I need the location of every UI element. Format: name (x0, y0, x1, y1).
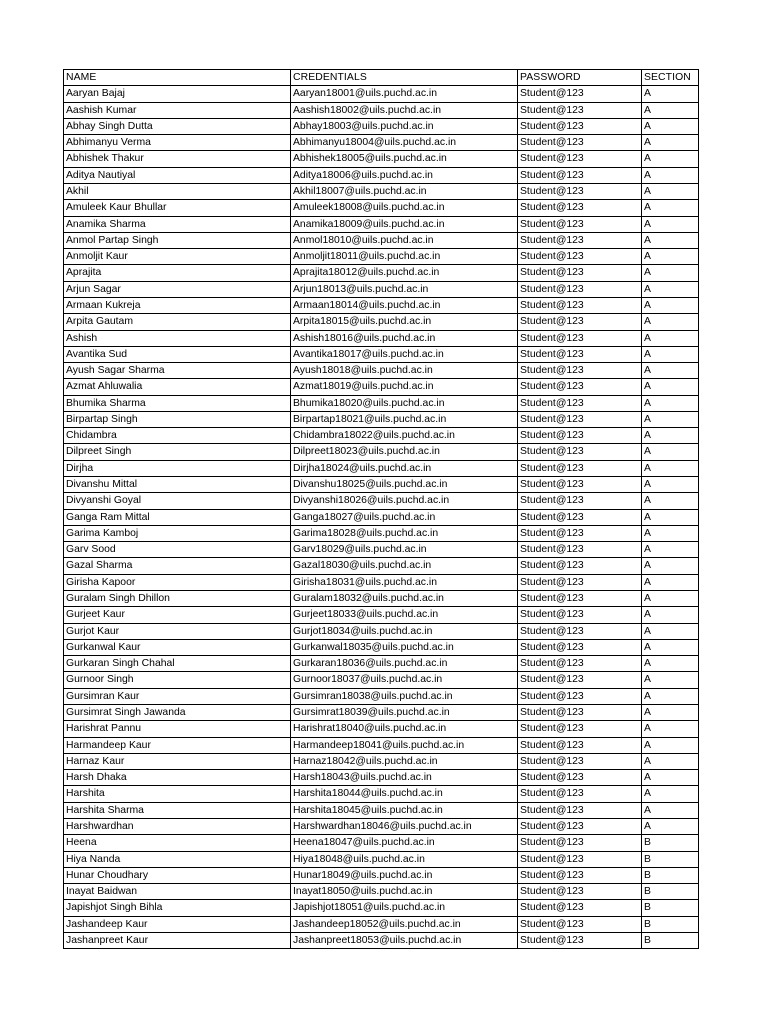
section-cell: A (642, 151, 699, 167)
table-row (64, 411, 699, 427)
section-cell: A (642, 493, 699, 509)
section-cell: A (642, 86, 699, 102)
credentials-cell: Gursimrat18039@uils.puchd.ac.in (291, 704, 518, 720)
table-row (64, 623, 699, 639)
section-cell: A (642, 118, 699, 134)
password-cell: Student@123 (518, 639, 642, 655)
section-cell: A (642, 379, 699, 395)
password-cell: Student@123 (518, 216, 642, 232)
section-cell: B (642, 916, 699, 932)
credentials-cell: Jashandeep18052@uils.puchd.ac.in (291, 916, 518, 932)
name-cell: Harshita (64, 786, 291, 802)
password-cell: Student@123 (518, 623, 642, 639)
table-row (64, 525, 699, 541)
table-row (64, 574, 699, 590)
table-row (64, 704, 699, 720)
table-row (64, 460, 699, 476)
section-cell: A (642, 411, 699, 427)
section-cell: A (642, 623, 699, 639)
table-row (64, 118, 699, 134)
table-row (64, 314, 699, 330)
section-cell: A (642, 591, 699, 607)
table-row (64, 428, 699, 444)
password-cell: Student@123 (518, 770, 642, 786)
table-row (64, 86, 699, 102)
name-cell: Gurkanwal Kaur (64, 639, 291, 655)
table-row (64, 363, 699, 379)
table-row (64, 558, 699, 574)
credentials-cell: Jashanpreet18053@uils.puchd.ac.in (291, 932, 518, 948)
section-cell: A (642, 216, 699, 232)
name-cell: Divanshu Mittal (64, 477, 291, 493)
credentials-cell: Aashish18002@uils.puchd.ac.in (291, 102, 518, 118)
table-row (64, 818, 699, 834)
credentials-cell: Armaan18014@uils.puchd.ac.in (291, 297, 518, 313)
credentials-cell: Azmat18019@uils.puchd.ac.in (291, 379, 518, 395)
password-cell: Student@123 (518, 688, 642, 704)
credentials-column-header: CREDENTIALS (291, 70, 518, 86)
credentials-cell: Amuleek18008@uils.puchd.ac.in (291, 200, 518, 216)
name-cell: Japishjot Singh Bihla (64, 900, 291, 916)
credentials-cell: Japishjot18051@uils.puchd.ac.in (291, 900, 518, 916)
credentials-cell: Garv18029@uils.puchd.ac.in (291, 542, 518, 558)
name-cell: Birpartap Singh (64, 411, 291, 427)
name-cell: Gurnoor Singh (64, 672, 291, 688)
table-row (64, 265, 699, 281)
table-row (64, 477, 699, 493)
name-cell: Abhishek Thakur (64, 151, 291, 167)
name-cell: Harishrat Pannu (64, 721, 291, 737)
credentials-cell: Aprajita18012@uils.puchd.ac.in (291, 265, 518, 281)
name-cell: Heena (64, 835, 291, 851)
table-row (64, 542, 699, 558)
credentials-cell: Anmol18010@uils.puchd.ac.in (291, 232, 518, 248)
section-cell: B (642, 835, 699, 851)
table-row (64, 493, 699, 509)
section-cell: A (642, 346, 699, 362)
password-cell: Student@123 (518, 265, 642, 281)
table-row (64, 281, 699, 297)
name-cell: Harshita Sharma (64, 802, 291, 818)
table-row (64, 607, 699, 623)
table-row (64, 916, 699, 932)
credentials-cell: Dilpreet18023@uils.puchd.ac.in (291, 444, 518, 460)
name-cell: Garv Sood (64, 542, 291, 558)
password-cell: Student@123 (518, 102, 642, 118)
password-cell: Student@123 (518, 835, 642, 851)
password-cell: Student@123 (518, 379, 642, 395)
name-cell: Ayush Sagar Sharma (64, 363, 291, 379)
name-cell: Jashandeep Kaur (64, 916, 291, 932)
section-cell: A (642, 330, 699, 346)
password-cell: Student@123 (518, 493, 642, 509)
credentials-cell: Harsh18043@uils.puchd.ac.in (291, 770, 518, 786)
password-cell: Student@123 (518, 86, 642, 102)
section-cell: A (642, 444, 699, 460)
table-row (64, 672, 699, 688)
section-cell: A (642, 607, 699, 623)
password-cell: Student@123 (518, 867, 642, 883)
credentials-cell: Harshita18044@uils.puchd.ac.in (291, 786, 518, 802)
password-cell: Student@123 (518, 591, 642, 607)
credentials-cell: Anmoljit18011@uils.puchd.ac.in (291, 249, 518, 265)
section-cell: A (642, 786, 699, 802)
name-cell: Gursimrat Singh Jawanda (64, 704, 291, 720)
section-cell: A (642, 770, 699, 786)
credentials-cell: Anamika18009@uils.puchd.ac.in (291, 216, 518, 232)
name-cell: Garima Kamboj (64, 525, 291, 541)
name-cell: Armaan Kukreja (64, 297, 291, 313)
password-cell: Student@123 (518, 509, 642, 525)
name-cell: Harsh Dhaka (64, 770, 291, 786)
name-cell: Hiya Nanda (64, 851, 291, 867)
password-cell: Student@123 (518, 297, 642, 313)
section-cell: A (642, 818, 699, 834)
section-cell: A (642, 363, 699, 379)
password-cell: Student@123 (518, 428, 642, 444)
name-cell: Arpita Gautam (64, 314, 291, 330)
credentials-cell: Bhumika18020@uils.puchd.ac.in (291, 395, 518, 411)
section-cell: B (642, 900, 699, 916)
password-cell: Student@123 (518, 932, 642, 948)
name-cell: Guralam Singh Dhillon (64, 591, 291, 607)
credentials-cell: Dirjha18024@uils.puchd.ac.in (291, 460, 518, 476)
name-cell: Anmoljit Kaur (64, 249, 291, 265)
password-cell: Student@123 (518, 363, 642, 379)
table-row (64, 200, 699, 216)
table-row (64, 379, 699, 395)
table-row (64, 591, 699, 607)
name-cell: Azmat Ahluwalia (64, 379, 291, 395)
password-cell: Student@123 (518, 151, 642, 167)
table-row (64, 721, 699, 737)
table-row (64, 900, 699, 916)
password-cell: Student@123 (518, 656, 642, 672)
credentials-cell: Guralam18032@uils.puchd.ac.in (291, 591, 518, 607)
password-cell: Student@123 (518, 232, 642, 248)
name-cell: Anamika Sharma (64, 216, 291, 232)
section-cell: B (642, 932, 699, 948)
section-cell: A (642, 460, 699, 476)
credentials-cell: Harshwardhan18046@uils.puchd.ac.in (291, 818, 518, 834)
password-cell: Student@123 (518, 346, 642, 362)
password-cell: Student@123 (518, 167, 642, 183)
table-body (64, 86, 699, 949)
password-cell: Student@123 (518, 444, 642, 460)
credentials-cell: Divyanshi18026@uils.puchd.ac.in (291, 493, 518, 509)
credentials-cell: Abhimanyu18004@uils.puchd.ac.in (291, 135, 518, 151)
name-cell: Abhay Singh Dutta (64, 118, 291, 134)
password-cell: Student@123 (518, 900, 642, 916)
password-cell: Student@123 (518, 118, 642, 134)
credentials-cell: Arpita18015@uils.puchd.ac.in (291, 314, 518, 330)
password-cell: Student@123 (518, 802, 642, 818)
table-row (64, 753, 699, 769)
table-row (64, 330, 699, 346)
table-row (64, 639, 699, 655)
credentials-cell: Hunar18049@uils.puchd.ac.in (291, 867, 518, 883)
credentials-cell: Arjun18013@uils.puchd.ac.in (291, 281, 518, 297)
section-cell: A (642, 428, 699, 444)
section-cell: B (642, 867, 699, 883)
section-cell: A (642, 395, 699, 411)
password-cell: Student@123 (518, 574, 642, 590)
name-cell: Aditya Nautiyal (64, 167, 291, 183)
table-row (64, 851, 699, 867)
name-cell: Harnaz Kaur (64, 753, 291, 769)
password-cell: Student@123 (518, 314, 642, 330)
name-cell: Gazal Sharma (64, 558, 291, 574)
password-cell: Student@123 (518, 395, 642, 411)
section-cell: B (642, 851, 699, 867)
name-cell: Girisha Kapoor (64, 574, 291, 590)
password-cell: Student@123 (518, 249, 642, 265)
table-row (64, 183, 699, 199)
table-row (64, 786, 699, 802)
section-cell: A (642, 167, 699, 183)
credentials-cell: Gurkaran18036@uils.puchd.ac.in (291, 656, 518, 672)
section-cell: A (642, 281, 699, 297)
table-row (64, 151, 699, 167)
credentials-cell: Ganga18027@uils.puchd.ac.in (291, 509, 518, 525)
table-row (64, 932, 699, 948)
section-column-header: SECTION (642, 70, 699, 86)
password-cell: Student@123 (518, 753, 642, 769)
credentials-cell: Gurkanwal18035@uils.puchd.ac.in (291, 639, 518, 655)
credentials-cell: Akhil18007@uils.puchd.ac.in (291, 183, 518, 199)
password-cell: Student@123 (518, 884, 642, 900)
credentials-cell: Avantika18017@uils.puchd.ac.in (291, 346, 518, 362)
name-cell: Akhil (64, 183, 291, 199)
section-cell: A (642, 704, 699, 720)
name-cell: Dirjha (64, 460, 291, 476)
section-cell: A (642, 183, 699, 199)
name-cell: Divyanshi Goyal (64, 493, 291, 509)
section-cell: A (642, 672, 699, 688)
password-cell: Student@123 (518, 818, 642, 834)
password-column-header: PASSWORD (518, 70, 642, 86)
name-cell: Harshwardhan (64, 818, 291, 834)
name-cell: Aprajita (64, 265, 291, 281)
table-row (64, 216, 699, 232)
password-cell: Student@123 (518, 200, 642, 216)
name-cell: Inayat Baidwan (64, 884, 291, 900)
password-cell: Student@123 (518, 558, 642, 574)
name-cell: Abhimanyu Verma (64, 135, 291, 151)
section-cell: A (642, 542, 699, 558)
section-cell: A (642, 509, 699, 525)
section-cell: A (642, 249, 699, 265)
password-cell: Student@123 (518, 916, 642, 932)
credentials-cell: Gurjot18034@uils.puchd.ac.in (291, 623, 518, 639)
section-cell: B (642, 884, 699, 900)
credentials-cell: Ashish18016@uils.puchd.ac.in (291, 330, 518, 346)
password-cell: Student@123 (518, 525, 642, 541)
table-row (64, 167, 699, 183)
table-row (64, 444, 699, 460)
credentials-cell: Girisha18031@uils.puchd.ac.in (291, 574, 518, 590)
credentials-cell: Gazal18030@uils.puchd.ac.in (291, 558, 518, 574)
table-row (64, 395, 699, 411)
section-cell: A (642, 297, 699, 313)
credentials-cell: Birpartap18021@uils.puchd.ac.in (291, 411, 518, 427)
table-row (64, 232, 699, 248)
table-row (64, 884, 699, 900)
name-cell: Avantika Sud (64, 346, 291, 362)
name-cell: Gurkaran Singh Chahal (64, 656, 291, 672)
section-cell: A (642, 135, 699, 151)
name-column-header: NAME (64, 70, 291, 86)
password-cell: Student@123 (518, 721, 642, 737)
credentials-cell: Harishrat18040@uils.puchd.ac.in (291, 721, 518, 737)
name-cell: Gursimran Kaur (64, 688, 291, 704)
name-cell: Gurjot Kaur (64, 623, 291, 639)
credentials-cell: Aaryan18001@uils.puchd.ac.in (291, 86, 518, 102)
table-row (64, 656, 699, 672)
name-cell: Aaryan Bajaj (64, 86, 291, 102)
credentials-cell: Chidambra18022@uils.puchd.ac.in (291, 428, 518, 444)
credentials-cell: Divanshu18025@uils.puchd.ac.in (291, 477, 518, 493)
section-cell: A (642, 721, 699, 737)
password-cell: Student@123 (518, 672, 642, 688)
table-row (64, 509, 699, 525)
password-cell: Student@123 (518, 851, 642, 867)
credentials-cell: Garima18028@uils.puchd.ac.in (291, 525, 518, 541)
name-cell: Aashish Kumar (64, 102, 291, 118)
password-cell: Student@123 (518, 281, 642, 297)
credentials-cell: Ayush18018@uils.puchd.ac.in (291, 363, 518, 379)
name-cell: Amuleek Kaur Bhullar (64, 200, 291, 216)
section-cell: A (642, 525, 699, 541)
table-row (64, 249, 699, 265)
name-cell: Bhumika Sharma (64, 395, 291, 411)
name-cell: Anmol Partap Singh (64, 232, 291, 248)
table-row (64, 835, 699, 851)
password-cell: Student@123 (518, 135, 642, 151)
password-cell: Student@123 (518, 477, 642, 493)
section-cell: A (642, 753, 699, 769)
section-cell: A (642, 802, 699, 818)
section-cell: A (642, 200, 699, 216)
section-cell: A (642, 737, 699, 753)
name-cell: Jashanpreet Kaur (64, 932, 291, 948)
section-cell: A (642, 688, 699, 704)
table-row (64, 297, 699, 313)
table-row (64, 770, 699, 786)
student-credentials-table (63, 69, 699, 949)
credentials-cell: Gurjeet18033@uils.puchd.ac.in (291, 607, 518, 623)
password-cell: Student@123 (518, 330, 642, 346)
table-row (64, 737, 699, 753)
password-cell: Student@123 (518, 460, 642, 476)
table-row (64, 867, 699, 883)
section-cell: A (642, 232, 699, 248)
credentials-cell: Inayat18050@uils.puchd.ac.in (291, 884, 518, 900)
section-cell: A (642, 314, 699, 330)
section-cell: A (642, 639, 699, 655)
name-cell: Harmandeep Kaur (64, 737, 291, 753)
table-row (64, 688, 699, 704)
section-cell: A (642, 265, 699, 281)
name-cell: Arjun Sagar (64, 281, 291, 297)
credentials-cell: Harshita18045@uils.puchd.ac.in (291, 802, 518, 818)
password-cell: Student@123 (518, 737, 642, 753)
table-row (64, 135, 699, 151)
password-cell: Student@123 (518, 411, 642, 427)
password-cell: Student@123 (518, 183, 642, 199)
name-cell: Dilpreet Singh (64, 444, 291, 460)
section-cell: A (642, 477, 699, 493)
name-cell: Ganga Ram Mittal (64, 509, 291, 525)
table-row (64, 346, 699, 362)
password-cell: Student@123 (518, 704, 642, 720)
name-cell: Ashish (64, 330, 291, 346)
credentials-cell: Abhishek18005@uils.puchd.ac.in (291, 151, 518, 167)
credentials-cell: Harnaz18042@uils.puchd.ac.in (291, 753, 518, 769)
section-cell: A (642, 574, 699, 590)
password-cell: Student@123 (518, 786, 642, 802)
table-row (64, 802, 699, 818)
credentials-cell: Heena18047@uils.puchd.ac.in (291, 835, 518, 851)
credentials-cell: Gurnoor18037@uils.puchd.ac.in (291, 672, 518, 688)
section-cell: A (642, 656, 699, 672)
password-cell: Student@123 (518, 607, 642, 623)
table-row (64, 102, 699, 118)
credentials-cell: Hiya18048@uils.puchd.ac.in (291, 851, 518, 867)
name-cell: Gurjeet Kaur (64, 607, 291, 623)
name-cell: Hunar Choudhary (64, 867, 291, 883)
section-cell: A (642, 102, 699, 118)
name-cell: Chidambra (64, 428, 291, 444)
header-row (64, 70, 699, 86)
credentials-cell: Abhay18003@uils.puchd.ac.in (291, 118, 518, 134)
password-cell: Student@123 (518, 542, 642, 558)
credentials-cell: Aditya18006@uils.puchd.ac.in (291, 167, 518, 183)
section-cell: A (642, 558, 699, 574)
credentials-cell: Gursimran18038@uils.puchd.ac.in (291, 688, 518, 704)
credentials-cell: Harmandeep18041@uils.puchd.ac.in (291, 737, 518, 753)
